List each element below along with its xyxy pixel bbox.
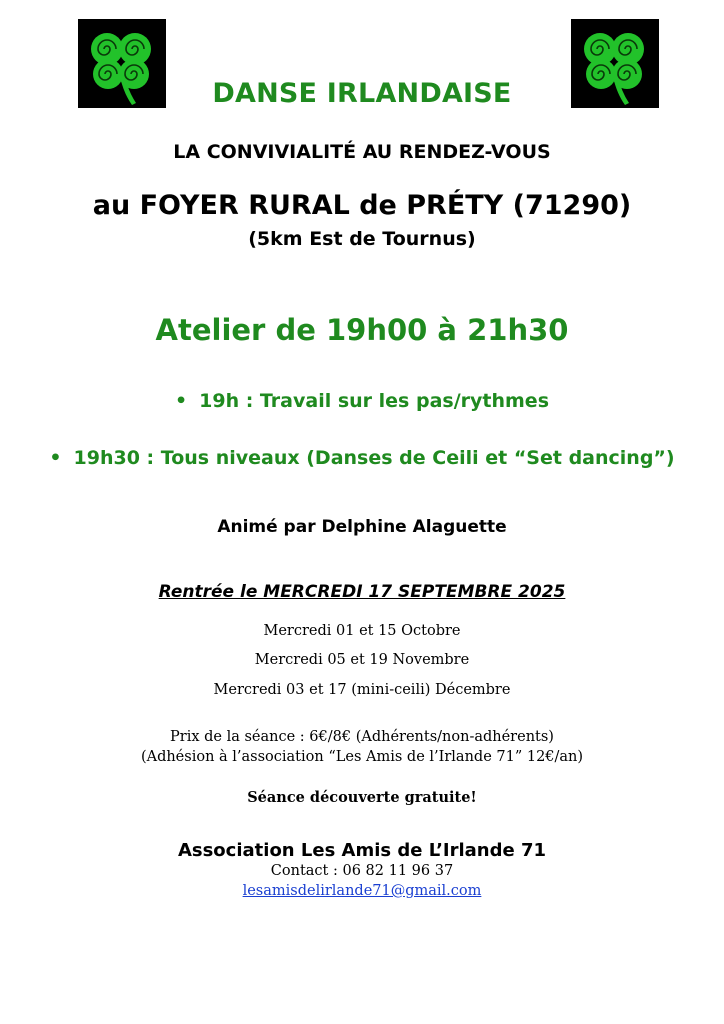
bullet-icon: • (49, 447, 62, 469)
venue-heading: au FOYER RURAL de PRÉTY (71290) (92, 190, 632, 221)
flyer-title: DANSE IRLANDAISE (212, 78, 512, 109)
contact-email-link[interactable]: lesamisdelirlande71@gmail.com (242, 883, 482, 899)
date-line: Mercredi 01 et 15 Octobre (263, 623, 461, 639)
workshop-hours: Atelier de 19h00 à 21h30 (155, 313, 569, 347)
free-trial-line: Séance découverte gratuite! (247, 789, 477, 806)
association-name: Association Les Amis de L’Irlande 71 (177, 840, 547, 861)
contact-phone: Contact : 06 82 11 96 37 (270, 863, 454, 879)
host-line: Animé par Delphine Alaguette (217, 517, 507, 537)
session-text: 19h30 : Tous niveaux (Danses de Ceili et “Set dancing”) (73, 447, 675, 469)
start-date: Rentrée le MERCREDI 17 SEPTEMBRE 2025 (158, 582, 566, 602)
bullet-icon: • (174, 390, 188, 412)
date-line: Mercredi 03 et 17 (mini-ceili) Décembre (213, 682, 511, 698)
tagline: LA CONVIVIALITÉ AU RENDEZ-VOUS (173, 141, 551, 163)
date-line: Mercredi 05 et 19 Novembre (254, 652, 470, 668)
price-line: Prix de la séance : 6€/8€ (Adhérents/non-adhérents) (170, 729, 554, 745)
session-item (0, 447, 724, 469)
session-item (0, 390, 724, 412)
contact-email-line (0, 883, 724, 899)
location-note: (5km Est de Tournus) (248, 228, 476, 250)
membership-line: (Adhésion à l’association “Les Amis de l’Irlande 71” 12€/an) (140, 749, 584, 765)
session-text: 19h : Travail sur les pas/rythmes (199, 390, 550, 412)
